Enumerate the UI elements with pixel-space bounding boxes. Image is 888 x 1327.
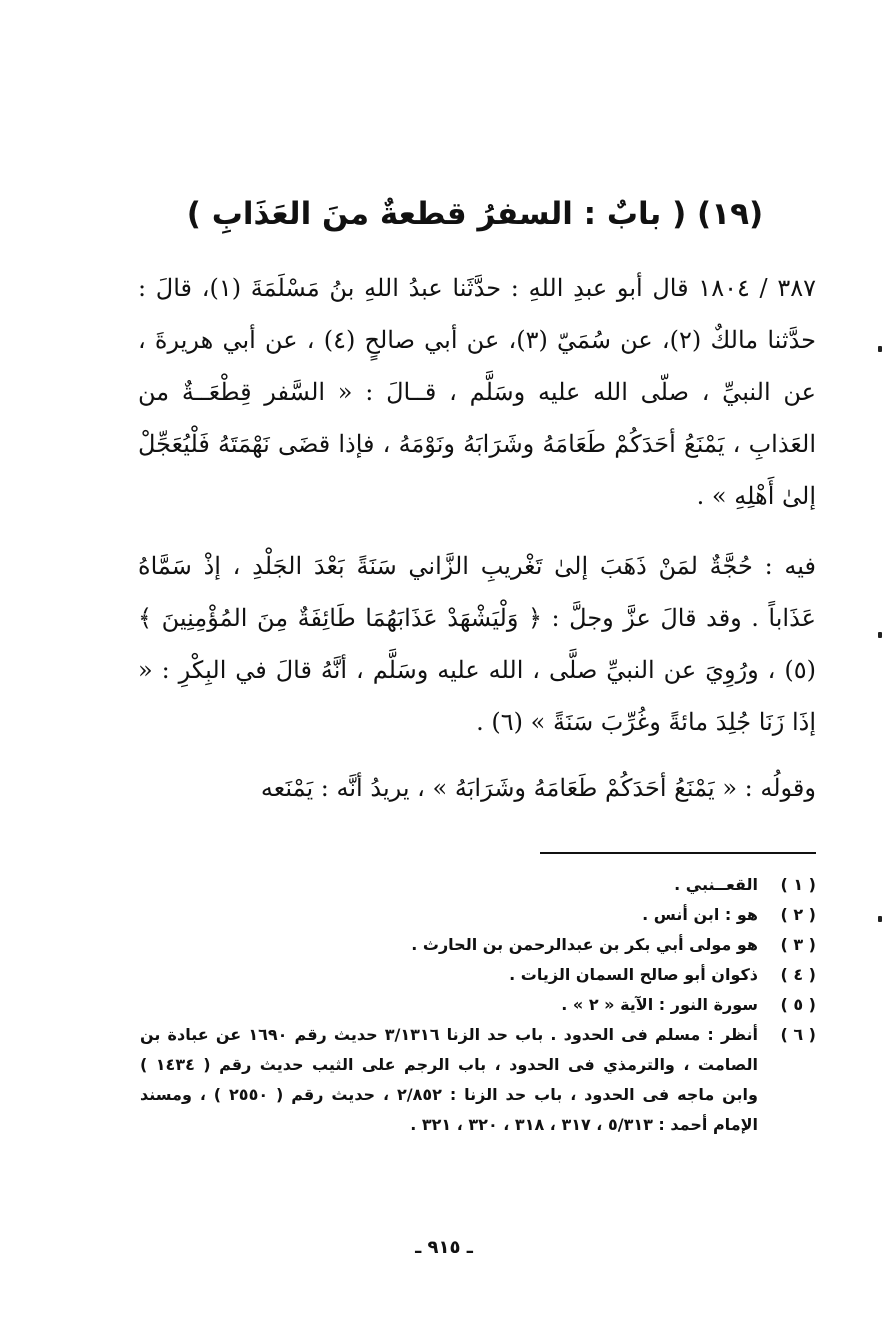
footnote-text: القعــنبي . [674, 875, 758, 894]
scan-speck [878, 916, 882, 922]
footnote-text: هو مولى أبي بكر بن عبدالرحمن بن الحارث . [411, 935, 758, 954]
footnote-text: ذكوان أبو صالح السمان الزيات . [509, 965, 758, 984]
footnote-separator [540, 852, 816, 854]
footnote-number: ( ٢ ) [780, 905, 816, 924]
footnote-number: ( ١ ) [780, 875, 816, 894]
footnote-item [140, 1020, 816, 1140]
footnote-number: ( ٣ ) [780, 935, 816, 954]
scan-speck [878, 632, 882, 638]
footnote-number: ( ٤ ) [780, 965, 816, 984]
footnote-text: أنظر : مسلم فى الحدود . باب حد الزنا ٣/١٣١٦ حديث رقم ١٦٩٠ عن عبادة بن الصامت ، والترمذي فى الحدود ، باب الرجم على الثيب حديث رقم ( ١٤٣٤ ) وابن ماجه فى الحدود ، باب حد الزنا : ٢/٨٥٢ ، حديث رقم ( ٢٥٥٠ ) ، ومسند الإمام أحمد : ٥/٣١٣ ، ٣١٧ ، ٣١٨ ، ٣٢٠ ، ٣٢١ . [140, 1025, 758, 1134]
footnote-item [140, 900, 816, 930]
footnote-item [140, 990, 816, 1020]
footnote-item [140, 870, 816, 900]
footnote-text: سورة النور : الآية « ٢ » . [561, 995, 758, 1014]
footnote-number: ( ٦ ) [780, 1025, 816, 1044]
footnote-text: هو : ابن أنس . [642, 905, 758, 924]
chapter-title: (١٩) ( بابٌ : السفرُ قطعةٌ منَ العَذَابِ ) [186, 196, 764, 232]
scan-speck [878, 346, 882, 352]
page-number: ـ ٩١٥ ـ [415, 1237, 473, 1258]
footnote-item [140, 930, 816, 960]
main-text [138, 262, 816, 814]
commentary-paragraph-continued: وقولُه : « يَمْنَعُ أحَدَكُمْ طَعَامَهُ وشَرَابَهُ » ، يريدُ أنَّه : يَمْنَعه [260, 774, 816, 802]
footnote-number: ( ٥ ) [780, 995, 816, 1014]
footnotes [140, 870, 816, 1140]
commentary-paragraph: فيه : حُجَّةٌ لمَنْ ذَهَبَ إلىٰ تَغْريبِ الزَّاني سَنَةً بَعْدَ الجَلْدِ ، إذْ سَمَّاهُ عَذَاباً . وقد قالَ عزَّ وجلَّ : ﴿ وَلْيَشْهَدْ عَذَابَهُمَا طَائِفَةٌ مِنَ المُؤْمِنِينَ ﴾ (٥) ، ورُوِيَ عن النبيِّ صلَّى ، الله عليه وسَلَّم ، أنَّهُ قالَ في البِكْرِ : « إذَا زَنَا جُلِدَ مائةً وغُرِّبَ سَنَةً » (٦) . [138, 552, 816, 736]
hadith-paragraph: ٣٨٧ / ١٨٠٤ قال أبو عبدِ اللهِ : حدَّثَنا عبدُ اللهِ بنُ مَسْلَمَةَ (١)، قالَ : حدَّثنا مالكٌ (٢)، عن سُمَيّ (٣)، عن أبي صالحٍ (٤) ، عن أبي هريرةَ ، عن النبيِّ ، صلّى الله عليه وسَلَّم ، قــالَ : « السَّفر قِطْعَــةٌ من العَذابِ ، يَمْنَعُ أحَدَكُمْ طَعَامَهُ وشَرَابَهُ ونَوْمَهُ ، فإذا قضَى نَهْمَتَهُ فَلْيُعَجِّلْ إلىٰ أَهْلِهِ » . [138, 274, 817, 510]
footnote-item [140, 960, 816, 990]
